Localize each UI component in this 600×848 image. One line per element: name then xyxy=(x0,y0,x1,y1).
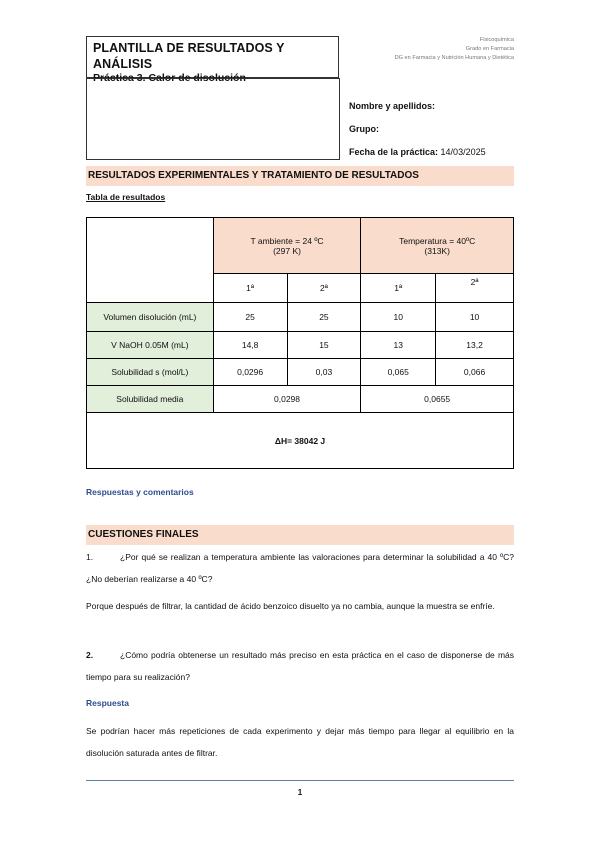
table-row xyxy=(87,359,514,386)
table-cell: 15 xyxy=(287,332,361,359)
answer-label: Respuesta xyxy=(86,698,129,708)
sub-header: 2ª xyxy=(287,274,361,303)
group-label: Grupo: xyxy=(349,124,379,134)
table-cell: 25 xyxy=(287,303,361,332)
group-field xyxy=(349,124,379,134)
table-row xyxy=(87,303,514,332)
answer-1: Porque después de filtrar, la cantidad de ácido benzoico disuelto ya no cambia, aunque la muestra se enfríe. xyxy=(86,601,495,611)
blank-info-box xyxy=(86,78,340,160)
page-number: 1 xyxy=(297,788,303,797)
course-info xyxy=(395,36,514,63)
comments-label: Respuestas y comentarios xyxy=(86,487,194,497)
mean-value-40c: 0,0655 xyxy=(361,386,514,413)
row-label: Solubilidad s (mol/L) xyxy=(87,359,214,386)
question-2-number: 2. xyxy=(86,650,94,660)
sub-header: 2ª xyxy=(436,274,514,303)
results-table xyxy=(86,217,514,469)
table-cell: 10 xyxy=(361,303,436,332)
table-cell: 0,066 xyxy=(436,359,514,386)
footer-divider xyxy=(86,780,514,781)
table-corner xyxy=(87,218,214,303)
document-subtitle: Práctica 3. Calor de disolución xyxy=(93,72,246,84)
row-label: V NaOH 0.05M (mL) xyxy=(87,332,214,359)
answer-2: Se podrían hacer más repeticiones de cada experimento y dejar más tiempo para llegar al equilibrio en la disolución saturada antes de filtrar. xyxy=(86,726,514,758)
document-title: PLANTILLA DE RESULTADOS Y ANÁLISIS xyxy=(93,41,285,71)
table-cell: 10 xyxy=(436,303,514,332)
table-cell: 0,03 xyxy=(287,359,361,386)
row-label: Volumen disolución (mL) xyxy=(87,303,214,332)
table-row xyxy=(87,332,514,359)
question-2 xyxy=(86,644,514,688)
table-cell: 0,065 xyxy=(361,359,436,386)
mean-value-ambient: 0,0298 xyxy=(213,386,361,413)
name-label: Nombre y apellidos: xyxy=(349,101,436,111)
enthalpy-result: ΔH= 38042 J xyxy=(87,413,514,469)
col-group-40c-sub: (313K) xyxy=(424,245,450,256)
col-group-ambient xyxy=(213,218,361,274)
course-line: Fisicoquímica xyxy=(479,37,514,43)
name-field xyxy=(349,101,435,111)
mean-label: Solubilidad media xyxy=(87,386,214,413)
table-cell: 25 xyxy=(213,303,287,332)
question-2-text: ¿Cómo podría obtenerse un resultado más preciso en esta práctica en el caso de disponerse de más tiempo para su realización? xyxy=(86,650,514,682)
section-results-heading: RESULTADOS EXPERIMENTALES Y TRATAMIENTO DE RESULTADOS xyxy=(86,166,514,186)
sub-header: 1ª xyxy=(213,274,287,303)
sub-header: 1ª xyxy=(361,274,436,303)
course-line: Grado en Farmacia xyxy=(465,46,514,52)
table-label: Tabla de resultados xyxy=(86,192,166,202)
col-group-ambient-label: T ambiente = 24 ºC xyxy=(250,235,324,246)
question-1 xyxy=(86,546,514,590)
table-cell: 14,8 xyxy=(213,332,287,359)
col-group-40c-label: Temperatura = 40ºC xyxy=(399,235,476,246)
col-group-ambient-sub: (297 K) xyxy=(273,245,301,256)
table-cell: 13 xyxy=(361,332,436,359)
course-line: DG en Farmacia y Nutrición Humana y Dietética xyxy=(394,55,514,61)
question-1-text: ¿Por qué se realizan a temperatura ambiente las valoraciones para determinar la solubilidad a 40 ºC? ¿No deberían realizarse a 40 ºC? xyxy=(86,552,514,584)
col-group-40c xyxy=(361,218,514,274)
date-value: 14/03/2025 xyxy=(438,147,486,157)
date-label: Fecha de la práctica: xyxy=(349,147,439,157)
table-cell: 13,2 xyxy=(436,332,514,359)
title-box xyxy=(86,36,339,84)
date-field xyxy=(349,147,486,157)
section-questions-heading: CUESTIONES FINALES xyxy=(86,525,514,545)
table-row-mean xyxy=(87,386,514,413)
question-1-number: 1. xyxy=(86,552,94,562)
table-cell: 0,0296 xyxy=(213,359,287,386)
